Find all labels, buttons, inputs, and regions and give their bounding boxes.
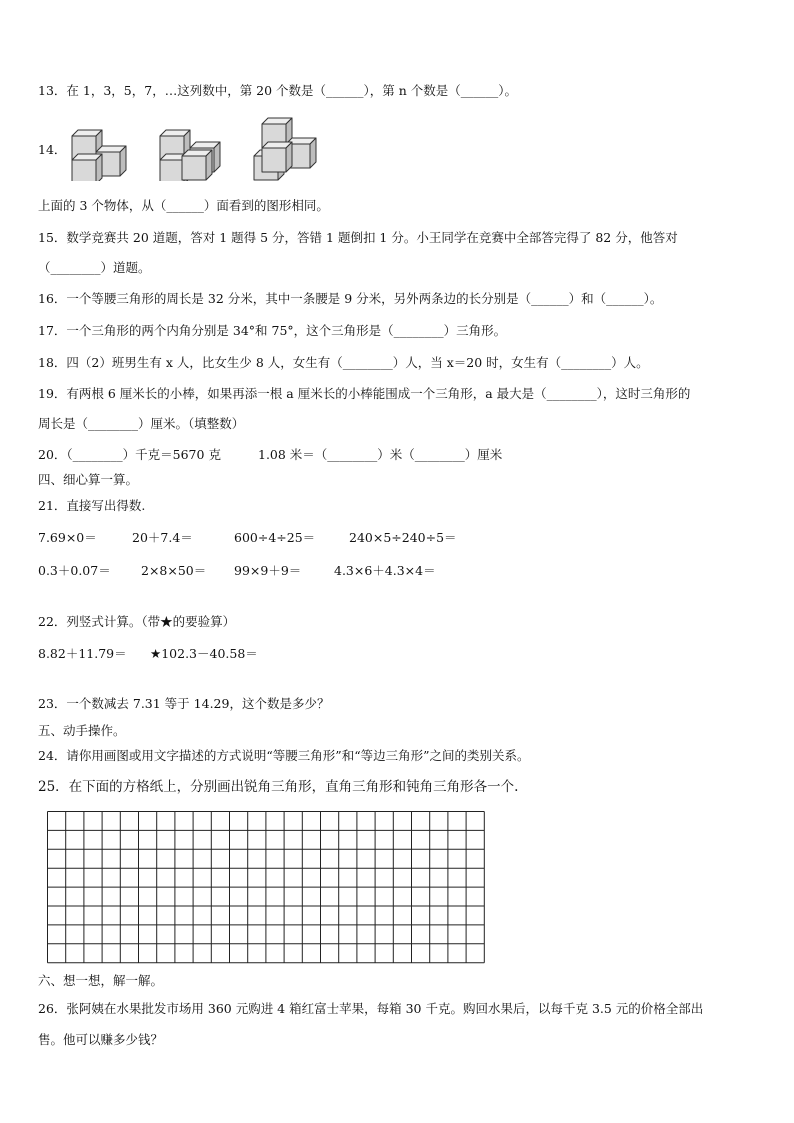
calc-item: 240×5÷240÷5＝ [349, 530, 457, 545]
question-19-line2: 周长是（________）厘米。（填整数） [38, 416, 245, 431]
question-17: 17．一个三角形的两个内角分别是 34°和 75°，这个三角形是（________）三角形。 [38, 323, 507, 338]
calc-item: 0.3＋0.07＝ [38, 563, 111, 578]
calc-item: 600÷4÷25＝ [234, 530, 316, 545]
question-15-line1: 15．数学竞赛共 20 道题，答对 1 题得 5 分，答错 1 题倒扣 1 分。小王同学在竞赛中全部答完得了 82 分，他答对 [38, 230, 678, 245]
calc-item: 4.3×6＋4.3×4＝ [334, 563, 436, 578]
question-24: 24．请你用画图或用文字描述的方式说明“等腰三角形”和“等边三角形”之间的类别关系。 [38, 748, 530, 763]
question-16: 16．一个等腰三角形的周长是 32 分米，其中一条腰是 9 分米，另外两条边的长分别是（______）和（______）。 [38, 291, 663, 306]
question-21-title: 21．直接写出得数. [38, 498, 146, 513]
calc-item: 7.69×0＝ [38, 530, 97, 545]
calc-item: 2×8×50＝ [141, 563, 207, 578]
question-23: 23．一个数减去 7.31 等于 14.29，这个数是多少？ [38, 696, 330, 711]
question-14-caption: 上面的 3 个物体，从（______）面看到的图形相同。 [38, 198, 329, 213]
question-26-line2: 售。他可以赚多少钱？ [38, 1032, 164, 1047]
cube-figure-1 [70, 115, 136, 181]
section-4-heading: 四、细心算一算。 [38, 472, 139, 487]
question-20-part2: 1.08 米＝（________）米（________）厘米 [258, 447, 503, 462]
question-15-line2: （________）道题。 [38, 260, 151, 275]
question-14-number: 14． [38, 142, 67, 157]
question-20-part1: 20．（________）千克＝5670 克 [38, 447, 221, 462]
question-18: 18．四（2）班男生有 x 人，比女生少 8 人，女生有（________）人，当 x＝20 时，女生有（________）人。 [38, 355, 649, 370]
question-19-line1: 19．有两根 6 厘米长的小棒，如果再添一根 a 厘米长的小棒能围成一个三角形，a 最大是（________），这时三角形的 [38, 386, 691, 401]
grid-paper [47, 811, 487, 964]
question-26-line1: 26．张阿姨在水果批发市场用 360 元购进 4 箱红富士苹果，每箱 30 千克。购回水果后，以每千克 3.5 元的价格全部出 [38, 1001, 704, 1016]
section-6-heading: 六、想一想，解一解。 [38, 973, 164, 988]
vertical-calc-item: ★102.3－40.58＝ [150, 646, 258, 661]
vertical-calc-item: 8.82＋11.79＝ [38, 646, 127, 661]
calc-item: 20＋7.4＝ [132, 530, 193, 545]
section-5-heading: 五、动手操作。 [38, 723, 126, 738]
question-25: 25．在下面的方格纸上，分别画出锐角三角形，直角三角形和钝角三角形各一个. [38, 779, 519, 795]
cube-figure-2 [158, 115, 224, 181]
calc-item: 99×9＋9＝ [234, 563, 302, 578]
cube-figure-3 [252, 113, 322, 183]
question-22-title: 22．列竖式计算。（带★的要验算） [38, 614, 236, 629]
question-13: 13．在 1，3，5，7，…这列数中，第 20 个数是（______），第 n 个数是（______）。 [38, 83, 518, 98]
